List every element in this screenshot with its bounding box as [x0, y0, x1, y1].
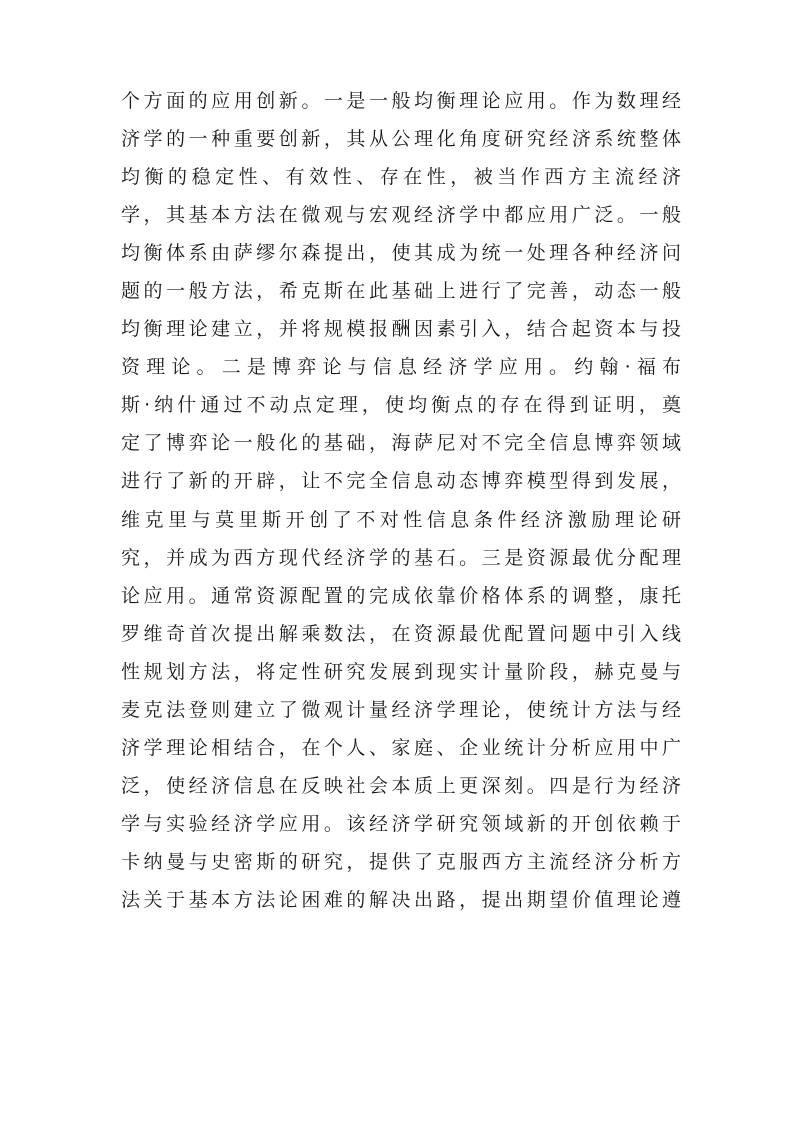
text-line: 斯·纳什通过不动点定理，使均衡点的存在得到证明，奠: [121, 394, 681, 417]
text-line: 法关于基本方法论困难的解决出路，提出期望价值理论遵: [121, 888, 681, 911]
text-line: 卡纳曼与史密斯的研究，提供了克服西方主流经济分析方: [121, 850, 681, 873]
text-line: 究，并成为西方现代经济学的基石。三是资源最优分配理: [121, 546, 681, 569]
text-line: 罗维奇首次提出解乘数法，在资源最优配置问题中引入线: [121, 622, 681, 645]
text-line: 泛，使经济信息在反映社会本质上更深刻。四是行为经济: [121, 774, 681, 797]
body-paragraph: [121, 82, 681, 919]
text-line: 论应用。通常资源配置的完成依靠价格体系的调整，康托: [121, 584, 681, 607]
text-line: 均衡理论建立，并将规模报酬因素引入，结合起资本与投: [121, 318, 681, 341]
text-line: 进行了新的开辟，让不完全信息动态博弈模型得到发展，: [121, 470, 681, 493]
text-line: 题的一般方法，希克斯在此基础上进行了完善，动态一般: [121, 280, 681, 303]
text-line: 维克里与莫里斯开创了不对性信息条件经济激励理论研: [121, 508, 681, 531]
text-line: 个方面的应用创新。一是一般均衡理论应用。作为数理经: [121, 90, 681, 112]
text-line: 资理论。二是博弈论与信息经济学应用。约翰·福布: [121, 356, 681, 379]
text-line: 学与实验经济学应用。该经济学研究领域新的开创依赖于: [121, 812, 681, 835]
text-line: 定了博弈论一般化的基础，海萨尼对不完全信息博弈领域: [121, 432, 681, 455]
text-line: 学，其基本方法在微观与宏观经济学中都应用广泛。一般: [121, 204, 681, 227]
text-line: 均衡体系由萨缪尔森提出，使其成为统一处理各种经济问: [121, 242, 681, 265]
text-line: 麦克法登则建立了微观计量经济学理论，使统计方法与经: [121, 698, 681, 721]
text-line: 济学理论相结合，在个人、家庭、企业统计分析应用中广: [121, 736, 681, 759]
text-line: 性规划方法，将定性研究发展到现实计量阶段，赫克曼与: [121, 660, 681, 683]
text-line: 济学的一种重要创新，其从公理化角度研究经济系统整体: [121, 128, 681, 151]
text-line: 均衡的稳定性、有效性、存在性，被当作西方主流经济: [121, 166, 681, 189]
